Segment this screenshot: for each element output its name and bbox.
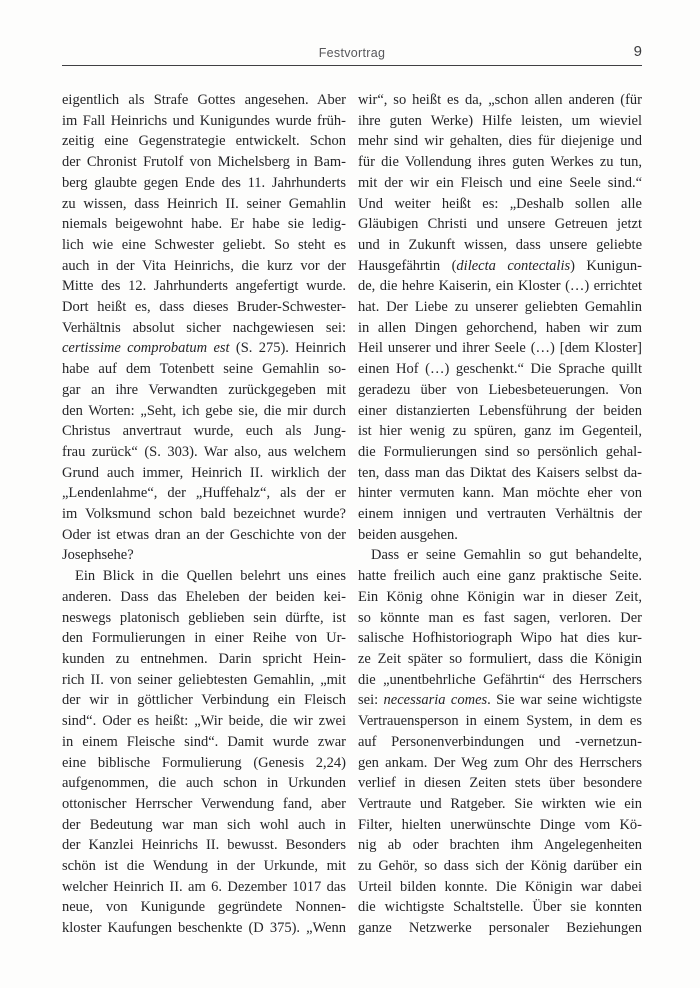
text-line: Josephsehe?	[62, 547, 134, 564]
text-line: habe auf dem Totenbett seine Gemahlin so-	[62, 361, 346, 378]
text-line: neswegs platonisch geblieben sein dürfte, ist	[62, 609, 346, 626]
text-line: einen Hof (…) geschenkt.“ Die Sprache quillt	[358, 361, 642, 378]
text-line: und in Zukunft wissen, dass unsere geliebte	[358, 236, 642, 253]
text-line: zu Gehör, so dass sich der König darüber ein	[358, 858, 642, 875]
text-line: Ein König ohne Königin war in dieser Zeit,	[358, 588, 642, 605]
text-line: de, die hehre Kaiserin, ein Kloster (…) errichtet	[358, 278, 642, 295]
text-line: der wir in göttlicher Verbindung ein Fleisch	[62, 692, 346, 709]
running-head-title: Festvortrag	[318, 46, 386, 60]
text-line: Oder ist etwas dran an der Geschichte von der	[62, 526, 346, 543]
text-line: Hausgefährtin (dilecta contectalis) Kunigun-	[358, 257, 642, 274]
text-line: hinter vermuten kann. Man möchte eher von	[358, 485, 642, 502]
text-line: Dass er seine Gemahlin so gut behandelte,	[371, 547, 642, 564]
text-columns	[62, 90, 642, 939]
text-line: mit der wir ein Fleisch und eine Seele sind.“	[358, 174, 642, 191]
text-line: ganze Netzwerke personaler Beziehungen	[358, 920, 642, 937]
text-column-right	[358, 90, 642, 939]
text-line: Filter, hielten unerwünschte Dinge vom Kö-	[358, 816, 642, 833]
text-line: sei: necessaria comes. Sie war seine wichtigste	[358, 692, 642, 709]
text-line: Und weiter heißt es: „Deshalb sollen alle	[358, 195, 642, 212]
text-line: die „unentbehrliche Gefährtin“ des Herrschers	[358, 671, 642, 688]
text-line: hat. Der Liebe zu unserer geliebten Gemahlin	[358, 299, 642, 316]
text-line: Mitte des 12. Jahrhunderts angefertigt wurde.	[62, 278, 346, 295]
text-line: der Bedeutung war man sich wohl auch in	[62, 816, 346, 833]
text-line: welcher Heinrich II. am 6. Dezember 1017 das	[62, 878, 346, 895]
text-line: so könnte man es fast sagen, verloren. Der	[358, 609, 642, 626]
text-line: Verhältnis absolut sicher nachgewiesen sei:	[62, 319, 346, 336]
text-line: ihre guten Werke) Hilfe leisten, um wieviel	[358, 112, 642, 129]
text-line: nig ab oder brachten ihm Angelegenheiten	[358, 837, 642, 854]
text-line: lich wie eine Schwester geliebt. So steht es	[62, 236, 346, 253]
text-line: Grund auch immer, Heinrich II. wirklich der	[62, 464, 346, 481]
text-line: eigentlich als Strafe Gottes angesehen. Aber	[62, 92, 346, 108]
text-line: auch in der Vita Heinrichs, die kurz vor der	[62, 257, 346, 274]
text-line: ze Zeit später so formuliert, dass die Königin	[358, 650, 642, 667]
text-line: niemals beigewohnt habe. Er habe sie ledig-	[62, 216, 346, 233]
text-line: sind“. Oder es heißt: „Wir beide, die wir zwei	[62, 713, 346, 730]
text-line: neue, von Kunigunde gegründete Nonnen-	[62, 899, 346, 916]
text-line: certissime comprobatum est (S. 275). Heinrich	[62, 340, 346, 357]
text-line: den Formulierungen in einer Reihe von Ur-	[62, 630, 346, 647]
text-line: wir“, so heißt es da, „schon allen anderen (für	[358, 92, 642, 108]
text-line: in allen Dingen gehorchend, haben wir zum	[358, 319, 642, 336]
text-line: berg glaubte gegen Ende des 11. Jahrhunderts	[62, 174, 346, 191]
text-line: aufgenommen, die auch schon in Urkunden	[62, 775, 346, 792]
text-line: die Formulierungen sind so persönlich gehal-	[358, 443, 642, 460]
text-column-left	[62, 90, 346, 939]
text-line: in einem Fleische sind“. Damit wurde zwar	[62, 733, 346, 750]
text-line: Vertrauensperson in einem System, in dem es	[358, 713, 642, 730]
text-line: schön ist die Wendung in der Urkunde, mit	[62, 858, 346, 875]
text-line: Dort heißt es, dass dieses Bruder-Schwester-	[62, 299, 346, 316]
text-line: eine biblische Formulierung (Genesis 2,24)	[62, 754, 346, 771]
text-line: zu wissen, dass Heinrich II. seiner Gemahlin	[62, 195, 346, 212]
text-line: zeitig eine Gegenstrategie entwickelt. Schon	[62, 133, 346, 150]
text-line: auf Personenverbindungen und -vernetzun-	[358, 733, 642, 750]
text-line: im Fall Heinrichs und Kunigundes wurde früh-	[62, 112, 346, 129]
text-line: Gläubigen Christi und unsere Getreuen jetzt	[358, 216, 642, 233]
text-line: einem innigen und vertrauten Verhältnis der	[358, 506, 642, 523]
running-head	[62, 44, 642, 62]
text-line: im Volksmund schon bald bezeichnet wurde?	[62, 506, 346, 523]
text-line: hatte freilich auch eine ganz praktische Seite.	[358, 568, 642, 585]
text-line: rich II. von seiner geliebtesten Gemahlin, „mit	[62, 671, 346, 688]
text-line: gen ankam. Der Weg zum Ohr des Herrschers	[358, 754, 642, 771]
text-line: „Lendenlahme“, der „Huffehalz“, als der er	[62, 485, 346, 502]
page-number: 9	[633, 43, 642, 60]
text-line: frau zurück“ (S. 303). War also, aus welchem	[62, 443, 346, 460]
text-line: gar an ihre Verwandten zurückgegeben mit	[62, 381, 346, 398]
text-line: Urteil bilden konnte. Die Königin war dabei	[358, 878, 642, 895]
text-line: Vertraute und Ratgeber. Sie wirkten wie ein	[358, 795, 642, 812]
text-line: mehr sind wir gehalten, dies für diejenige und	[358, 133, 642, 150]
text-line: für die Vollendung ihres guten Werkes zu tun,	[358, 154, 642, 171]
text-line: Heil unserer und ihrer Seele (…) [dem Kloster]	[358, 340, 642, 357]
text-line: beiden ausgehen.	[358, 526, 458, 543]
text-line: die wichtigste Schaltstelle. Über sie konnten	[358, 899, 642, 916]
text-line: der Chronist Frutolf von Michelsberg in Bam-	[62, 154, 346, 171]
text-line: kunden zu entnehmen. Darin spricht Hein-	[62, 650, 346, 667]
text-line: Ein Blick in die Quellen belehrt uns eines	[75, 568, 346, 585]
header-rule	[62, 65, 642, 66]
text-line: der Kanzlei Heinrichs II. bewusst. Besonders	[62, 837, 346, 854]
text-line: Christus anvertraut wurde, euch als Jung-	[62, 423, 346, 440]
text-line: verlief in diesen Zeiten stets über besondere	[358, 775, 642, 792]
text-line: anderen. Dass das Eheleben der beiden kei-	[62, 588, 346, 605]
text-line: ist hier wenig zu spüren, ganz im Gegenteil,	[358, 423, 642, 440]
text-line: ottonischer Herrscher Verwendung fand, aber	[62, 795, 346, 812]
text-line: einer distanzierten Lebensführung der beiden	[358, 402, 642, 419]
text-line: kloster Kaufungen beschenkte (D 375). „Wenn	[62, 920, 346, 937]
text-line: geradezu über von Liebesbeteuerungen. Von	[358, 381, 642, 398]
text-line: ten, dass man das Diktat des Kaisers selbst da-	[358, 464, 642, 481]
text-line: salische Hofhistoriograph Wipo hat dies kur-	[358, 630, 642, 647]
text-line: den Worten: „Seht, ich gebe sie, die mir durch	[62, 402, 346, 419]
